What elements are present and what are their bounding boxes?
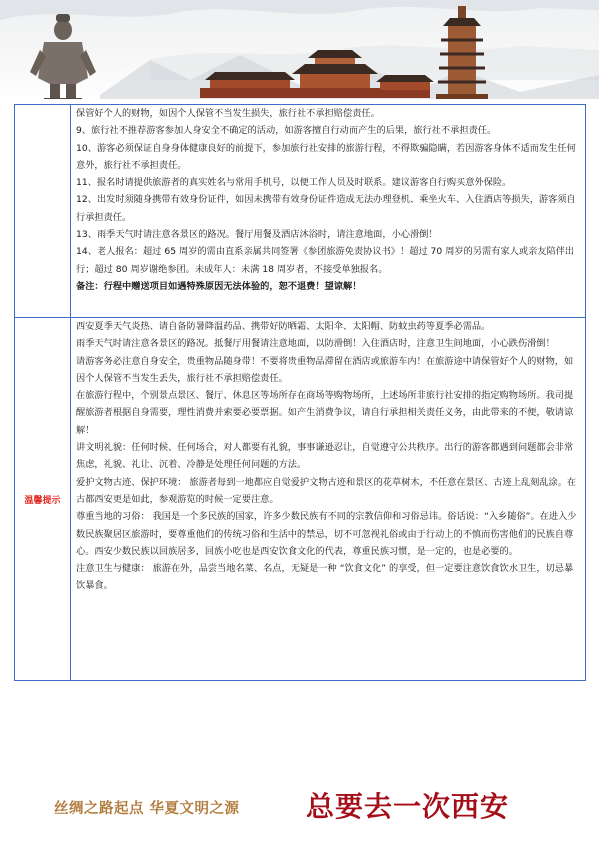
notice-paragraph: 12、出发时须随身携带有效身份证件，如因未携带有效身份证件造成无法办理登机、乘坐火车、入住酒店等损失，游客须自行承担责任。 [76, 194, 576, 223]
section-content-cell [71, 105, 586, 318]
section-label-cell [15, 105, 71, 318]
notice-paragraph: 13、雨季天气时请注意各景区的路况。餐厅用餐及酒店沐浴时，请注意地面，小心滑倒！ [76, 229, 438, 241]
warm-tips-label: 温馨提示 [24, 495, 61, 506]
tip-paragraph: 讲文明礼貌：任何时候、任何场合，对人都要有礼貌，事事谦逊忍让，自觉遵守公共秩序。出行的游客都遇到问题都会非常焦虑，礼貌、礼让、沉着、冷静是处理任何问题的方法。 [76, 442, 574, 471]
notice-paragraph: 9、旅行社不推荐游客参加人身安全不确定的活动，如游客擅自行动而产生的后果，旅行社不承担责任。 [76, 125, 497, 137]
itinerary-notes-table [14, 104, 586, 681]
table-row [15, 105, 586, 318]
header-banner [0, 0, 599, 104]
warm-tips-content-cell [71, 318, 586, 681]
tip-paragraph: 在旅游行程中，个别景点景区、餐厅、休息区等场所存在商场等购物场所，上述场所非旅行社安排的指定购物场所。我司提醒旅游者根据自身需要，理性消费并索要必要票据。如产生消费争议，请自行承担相关责任义务，由此带来的不便，敬请谅解！ [76, 390, 574, 436]
table-row [15, 318, 586, 681]
tip-paragraph: 西安夏季天气炎热、请自备防暑降温药品、携带好防晒霜、太阳伞、太阳帽、防蚊虫药等夏季必需品。 [76, 321, 491, 332]
notice-paragraph: 11、报名时请提供旅游者的真实姓名与常用手机号，以便工作人员及时联系。建议游客自行购买意外保险。 [76, 177, 512, 189]
xian-skyline-illustration [0, 0, 599, 104]
tip-paragraph: 请游客务必注意自身安全，贵重物品随身带！不要将贵重物品滞留在酒店或旅游车内！在旅游途中请保管好个人的财物，如因个人保管不当发生丢失，旅行社不承担赔偿责任。 [76, 355, 574, 384]
slogan-visit-xian: 总要去一次西安 [306, 790, 510, 823]
notice-paragraph: 14、老人报名：超过 65 周岁的需由直系亲属共同签署《参团旅游免责协议书》！超过 70 周岁的另需有家人或亲友陪伴出行；超过 80 周岁谢绝参团。未成年人：未满 18 周岁者，不接受单独报名。 [76, 246, 575, 275]
slogan-silk-road: 丝绸之路起点 华夏文明之源 [54, 801, 240, 817]
warm-tips-label-cell [15, 318, 71, 681]
tip-paragraph: 注意卫生与健康： 旅游在外，品尝当地名菜、名点，无疑是一种 “饮食文化” 的享受，但一定要注意饮食饮水卫生，切忌暴饮暴食。 [76, 563, 574, 592]
tip-paragraph: 爱护文物古迹、保护环境： 旅游者每到一地都应自觉爱护文物古迹和景区的花草树木，不任意在景区、古迹上乱刻乱涂。在古都西安更是如此，参观游览的时候一定要注意。 [76, 476, 577, 505]
tip-paragraph: 尊重当地的习俗： 我国是一个多民族的国家，许多少数民族有不同的宗教信仰和习俗忌讳。俗话说：“入乡随俗”。在进入少数民族聚居区旅游时，要尊重他们的传统习俗和生活中的禁忌，切不可忽视礼俗或由于行动上的不慎而伤害他们的民族自尊心。西安少数民族以回族居多，回族小吃也是西安饮食文化的代表，尊重民族习惯，是一定的，也是必要的。 [76, 511, 577, 557]
notice-paragraph: 10、游客必须保证自身身体健康良好的前提下，参加旅行社安排的旅游行程，不得欺骗隐瞒，若因游客身体不适而发生任何意外，旅行社不承担责任。 [76, 142, 576, 171]
notice-paragraph: 保管好个人的财物，如因个人保管不当发生损失，旅行社不承担赔偿责任。 [76, 108, 380, 119]
terracotta-warrior-icon [30, 14, 96, 104]
tip-paragraph: 雨季天气时请注意各景区的路况。抵餐厅用餐请注意地面，以防滑倒！入住酒店时，注意卫生间地面，小心跌伤滑倒！ [76, 338, 555, 350]
footer [0, 760, 599, 841]
remark-paragraph: 备注：行程中赠送项目如遇特殊原因无法体验的，恕不退费！望谅解！ [76, 280, 362, 292]
